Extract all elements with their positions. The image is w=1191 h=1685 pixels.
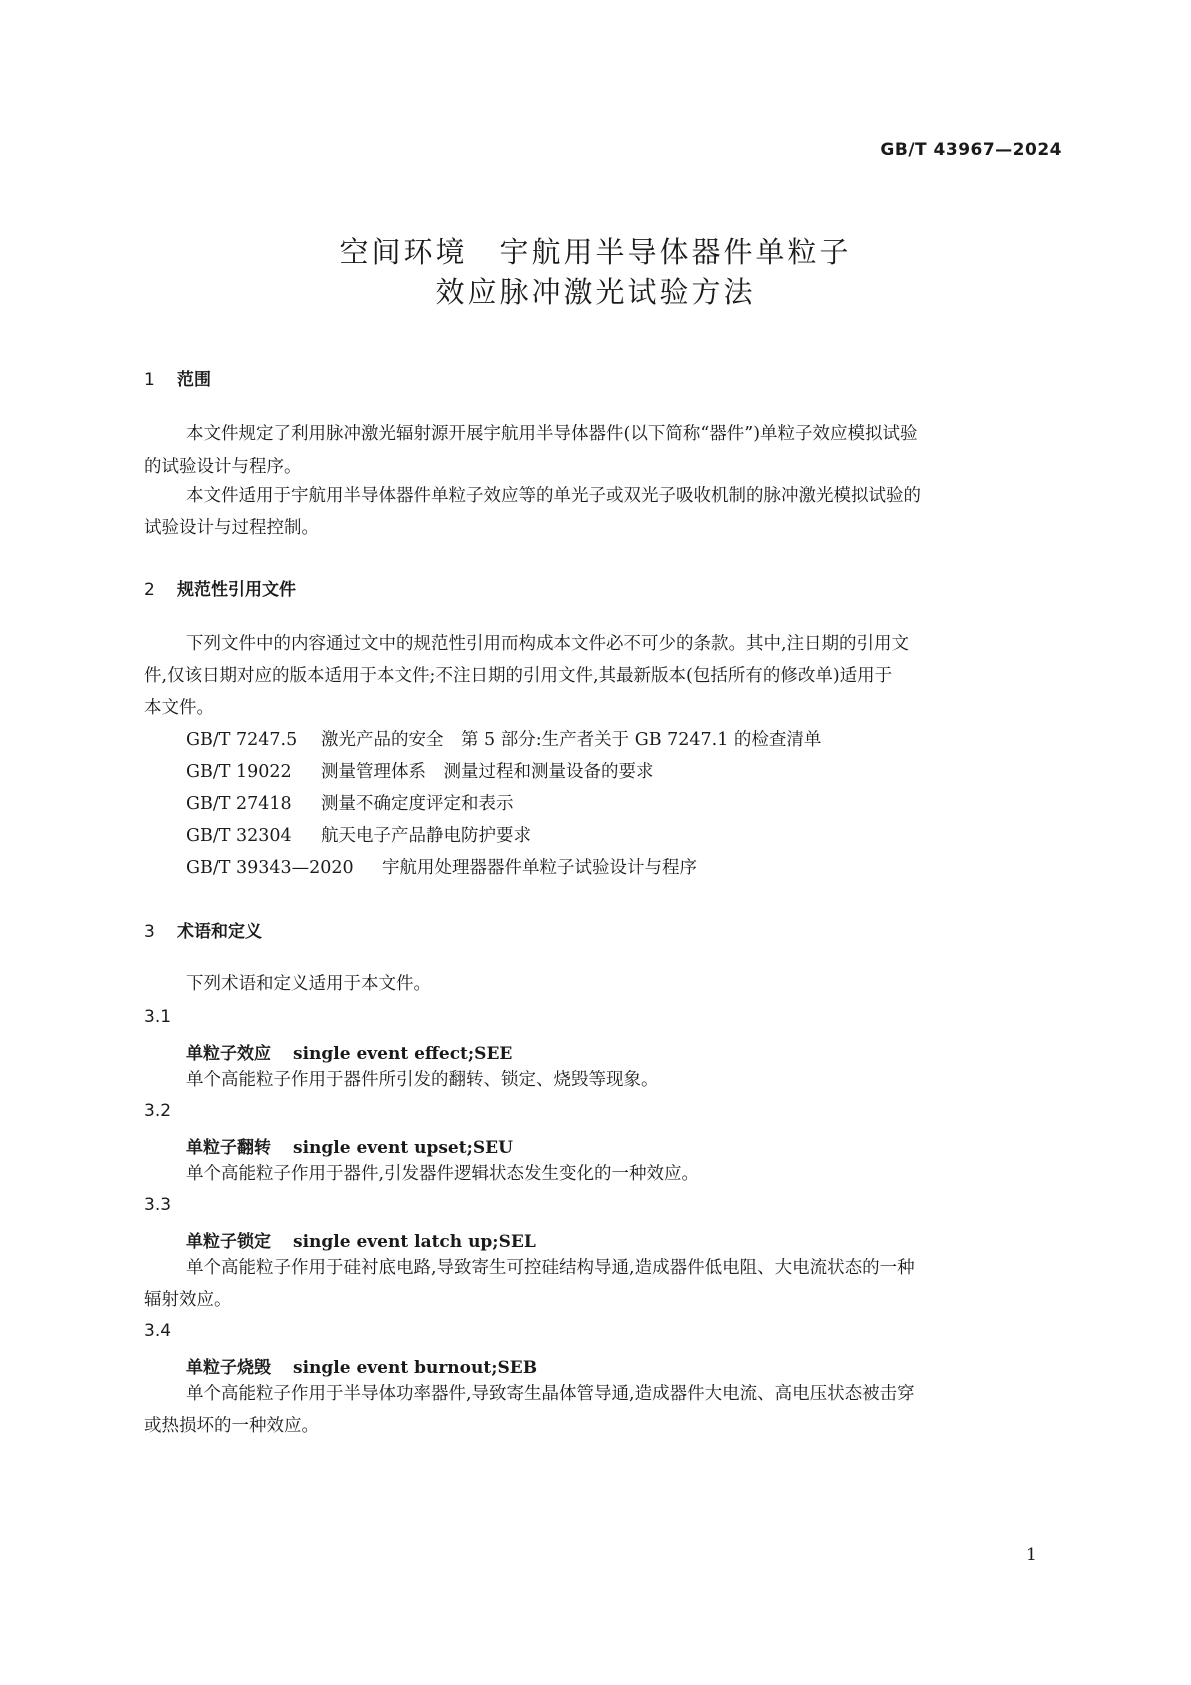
term-heading	[186, 1227, 536, 1252]
term-definition: 单个高能粒子作用于器件,引发器件逻辑状态发生变化的一种效应。	[186, 1164, 700, 1184]
section-2-heading	[144, 575, 296, 600]
paragraph-line: 下列文件中的内容通过文中的规范性引用而构成本文件必不可少的条款。其中,注日期的引用文	[186, 634, 910, 654]
reference-title: 测量管理体系 测量过程和测量设备的要求	[321, 762, 654, 782]
term-en: single event effect;SEE	[293, 1044, 513, 1064]
section-number: 2	[144, 580, 155, 600]
document-title-line1: 空间环境 宇航用半导体器件单粒子	[339, 235, 852, 269]
paragraph-line: 本文件适用于宇航用半导体器件单粒子效应等的单光子或双光子吸收机制的脉冲激光模拟试验的	[186, 486, 921, 506]
page-number: 1	[1026, 1545, 1037, 1565]
term-definition: 辐射效应。	[144, 1290, 232, 1310]
reference-item	[186, 820, 531, 853]
standard-number: GB/T 43967—2024	[880, 140, 1062, 160]
reference-code: GB/T 19022	[186, 762, 292, 782]
reference-title: 激光产品的安全 第 5 部分:生产者关于 GB 7247.1 的检查清单	[321, 730, 822, 750]
reference-code: GB/T 39343—2020	[186, 858, 354, 878]
term-heading	[186, 1133, 513, 1158]
section-1-heading	[144, 365, 211, 390]
reference-code: GB/T 32304	[186, 826, 292, 846]
term-heading	[186, 1353, 537, 1378]
reference-item	[186, 788, 514, 821]
reference-code: GB/T 7247.5	[186, 730, 298, 750]
reference-item	[186, 724, 821, 757]
term-definition: 单个高能粒子作用于器件所引发的翻转、锁定、烧毁等现象。	[186, 1070, 659, 1090]
paragraph-line: 试验设计与过程控制。	[144, 518, 319, 538]
reference-title: 航天电子产品静电防护要求	[321, 826, 531, 846]
term-zh: 单粒子锁定	[186, 1232, 271, 1252]
paragraph-line: 件,仅该日期对应的版本适用于本文件;不注日期的引用文件,其最新版本(包括所有的修改单)适用于	[144, 666, 893, 686]
section-number: 1	[144, 370, 155, 390]
term-en: single event burnout;SEB	[293, 1358, 538, 1378]
clause-number: 3.3	[144, 1195, 172, 1215]
section-title: 规范性引用文件	[177, 580, 296, 600]
term-zh: 单粒子效应	[186, 1044, 271, 1064]
paragraph-line: 本文件。	[144, 698, 214, 718]
section-3-heading	[144, 917, 262, 942]
term-en: single event upset;SEU	[293, 1138, 513, 1158]
paragraph-line: 本文件规定了利用脉冲激光辐射源开展宇航用半导体器件(以下简称“器件”)单粒子效应模拟试验	[186, 424, 918, 444]
section-title: 范围	[177, 370, 211, 390]
reference-title: 宇航用处理器器件单粒子试验设计与程序	[382, 858, 697, 878]
clause-number: 3.1	[144, 1007, 172, 1027]
term-definition: 单个高能粒子作用于硅衬底电路,导致寄生可控硅结构导通,造成器件低电阻、大电流状态的一种	[186, 1258, 915, 1278]
term-definition: 单个高能粒子作用于半导体功率器件,导致寄生晶体管导通,造成器件大电流、高电压状态被击穿	[186, 1384, 915, 1404]
term-definition: 或热损坏的一种效应。	[144, 1416, 319, 1436]
term-zh: 单粒子烧毁	[186, 1358, 271, 1378]
paragraph-line: 的试验设计与程序。	[144, 457, 302, 477]
clause-number: 3.2	[144, 1101, 172, 1121]
term-zh: 单粒子翻转	[186, 1138, 271, 1158]
section-title: 术语和定义	[177, 922, 262, 942]
paragraph-line: 下列术语和定义适用于本文件。	[186, 974, 431, 994]
document-title-line2: 效应脉冲激光试验方法	[435, 275, 756, 309]
term-heading	[186, 1039, 512, 1064]
section-number: 3	[144, 922, 155, 942]
clause-number: 3.4	[144, 1321, 172, 1341]
reference-item	[186, 852, 697, 885]
term-en: single event latch up;SEL	[293, 1232, 536, 1252]
reference-code: GB/T 27418	[186, 794, 292, 814]
reference-item	[186, 756, 654, 789]
reference-title: 测量不确定度评定和表示	[321, 794, 514, 814]
